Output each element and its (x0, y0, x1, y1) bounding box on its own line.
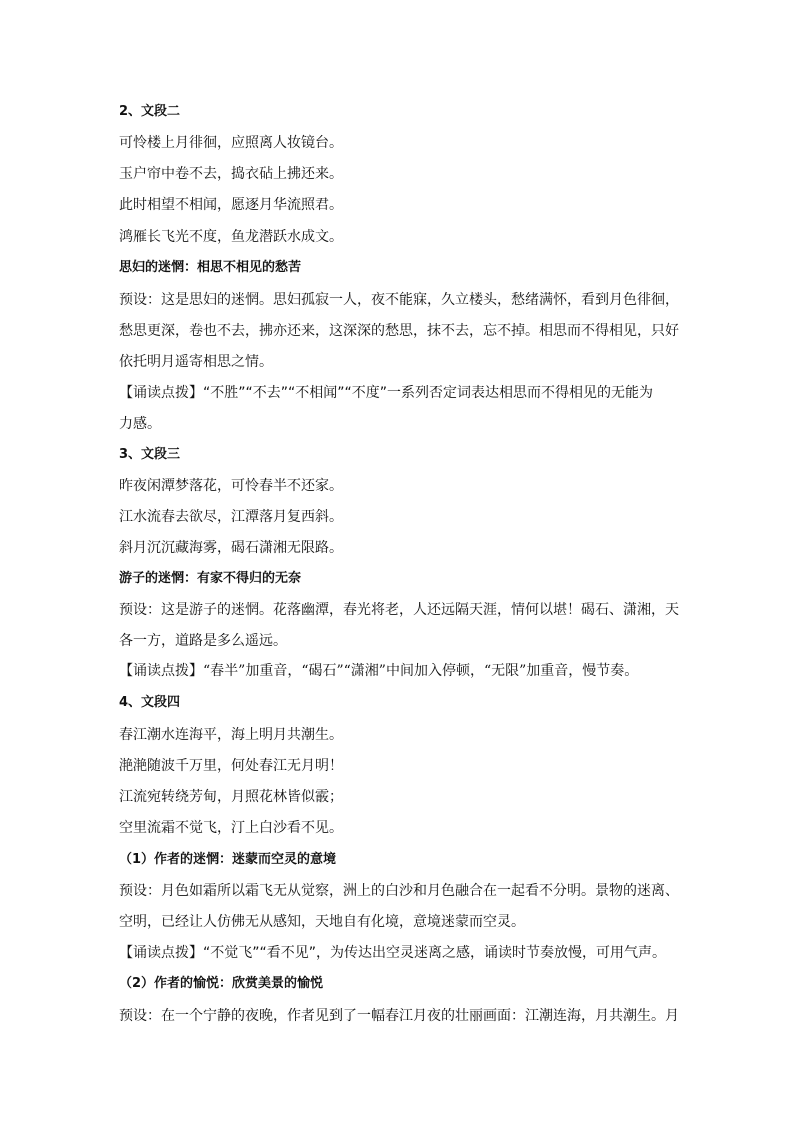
paragraph-line: 愁思更深，卷也不去，拂亦还来，这深深的愁思，抹不去，忘不掉。相思而不得相见，只好 (119, 323, 679, 339)
reading-tip-line: 【诵读点拨】“不觉飞”“看不见”，为传达出空灵迷离之感，诵读时节奏放慢，可用气声。 (119, 945, 667, 961)
paragraph-line: 预设：这是思妇的迷惘。思妇孤寂一人，夜不能寐，久立楼头，愁绪满怀，看到月色徘徊， (119, 292, 679, 308)
poem-line: 鸿雁长飞光不度，鱼龙潜跃水成文。 (119, 229, 343, 245)
paragraph-line: 预设：月色如霜所以霜飞无从觉察，洲上的白沙和月色融合在一起看不分明。景物的迷离、 (119, 883, 679, 899)
reading-tip-line: 力感。 (119, 416, 161, 432)
paragraph-line: 依托明月遥寄相思之情。 (119, 354, 273, 370)
poem-line: 此时相望不相闻，愿逐月华流照君。 (119, 197, 343, 213)
poem-line: 春江潮水连海平，海上明月共潮生。 (119, 727, 343, 743)
subheading: 游子的迷惘：有家不得归的无奈 (119, 571, 302, 586)
poem-line: 可怜楼上月徘徊，应照离人妆镜台。 (119, 135, 343, 151)
paragraph-line: 各一方，道路是多么遥远。 (119, 633, 287, 649)
reading-tip-line: 【诵读点拨】“春半”加重音，“碣石”“潇湘”中间加入停顿，“无限”加重音，慢节奏。 (119, 663, 639, 679)
section-heading-3: 3、文段三 (119, 447, 181, 462)
section-heading-2: 2、文段二 (119, 104, 181, 119)
section-heading-4: 4、文段四 (119, 695, 181, 710)
paragraph-line: 预设：这是游子的迷惘。花落幽潭，春光将老，人还远隔天涯，情何以堪！碣石、潇湘，天 (119, 602, 679, 618)
paragraph-line: 空明，已经让人仿佛无从感知，天地自有化境，意境迷蒙而空灵。 (119, 914, 525, 930)
reading-tip-line: 【诵读点拨】“不胜”“不去”“不相闻”“不度”一系列否定词表达相思而不得相见的无能为 (119, 385, 654, 401)
poem-line: 空里流霜不觉飞，汀上白沙看不见。 (119, 820, 343, 836)
subheading: 思妇的迷惘：相思不相见的愁苦 (119, 260, 302, 275)
subheading: （2）作者的愉悦：欣赏美景的愉悦 (119, 976, 324, 991)
paragraph-line: 预设：在一个宁静的夜晚，作者见到了一幅春江月夜的壮丽画面：江潮连海，月共潮生。月 (119, 1008, 679, 1024)
poem-line: 玉户帘中卷不去，捣衣砧上拂还来。 (119, 166, 343, 182)
poem-line: 斜月沉沉藏海雾，碣石潇湘无限路。 (119, 540, 343, 556)
poem-line: 滟滟随波千万里，何处春江无月明！ (119, 758, 343, 774)
poem-line: 昨夜闲潭梦落花，可怜春半不还家。 (119, 478, 343, 494)
subheading: （1）作者的迷惘：迷蒙而空灵的意境 (119, 852, 337, 867)
poem-line: 江流宛转绕芳甸，月照花林皆似霰； (119, 789, 343, 805)
poem-line: 江水流春去欲尽，江潭落月复西斜。 (119, 509, 343, 525)
